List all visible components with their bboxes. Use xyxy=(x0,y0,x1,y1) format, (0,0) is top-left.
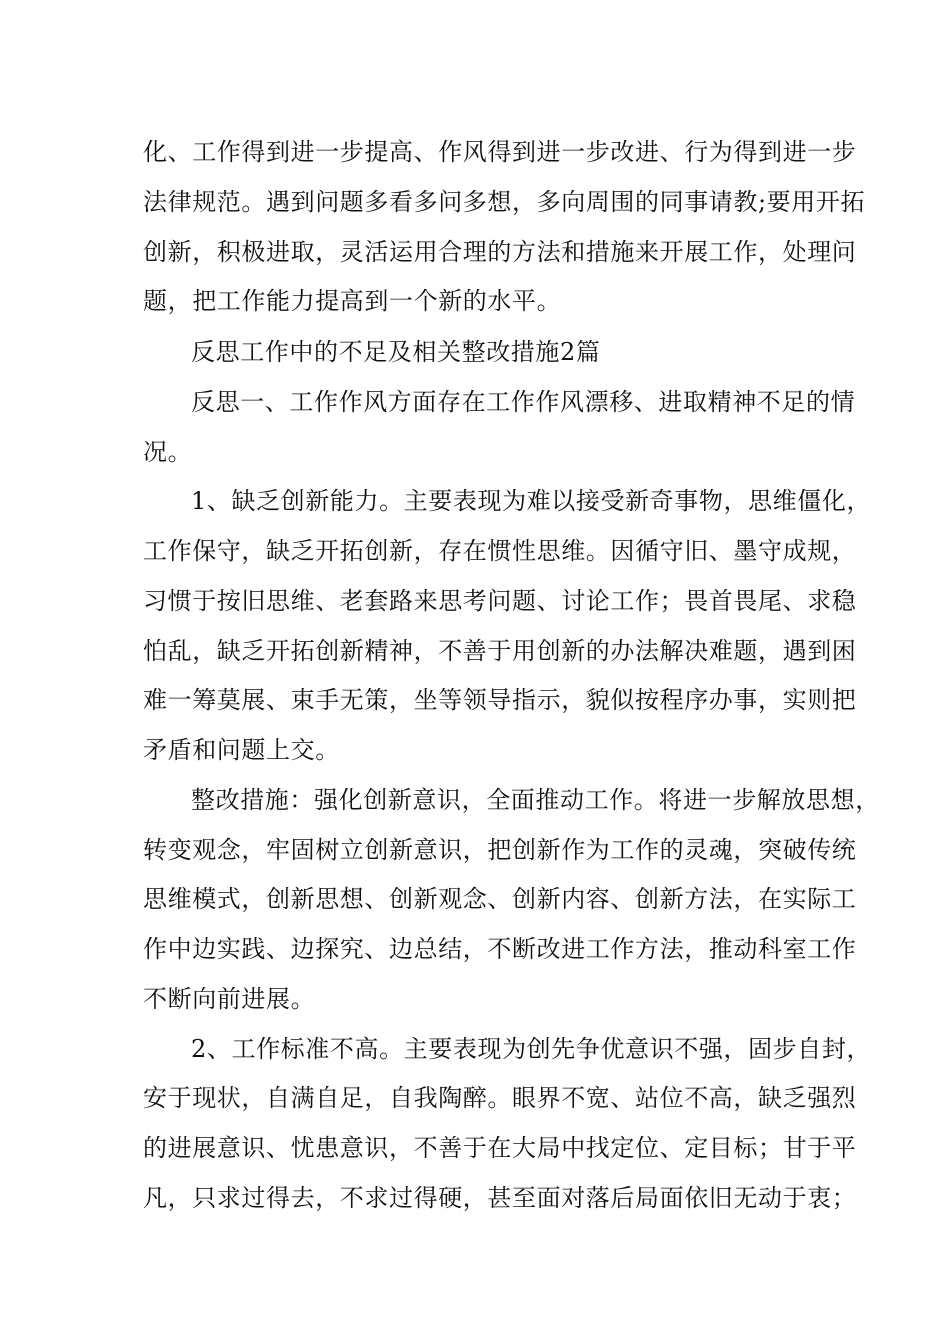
text-line: 怕乱，缺乏开拓创新精神，不善于用创新的办法解决难题，遇到困 xyxy=(143,637,857,665)
section-heading: 反思工作中的不足及相关整改措施2篇 xyxy=(191,338,601,366)
text-line: 凡，只求过得去，不求过得硬，甚至面对落后局面依旧无动于衷； xyxy=(143,1184,857,1212)
text-line: 况。 xyxy=(143,438,193,466)
text-line: 整改措施：强化创新意识，全面推动工作。将进一步解放思想， xyxy=(191,786,880,814)
text-line: 法律规范。遇到问题多看多问多想，多向周围的同事请教;要用开拓 xyxy=(143,188,866,216)
text-line: 反思一、工作作风方面存在工作作风漂移、进取精神不足的情 xyxy=(191,388,856,416)
text-line: 习惯于按旧思维、老套路来思考问题、讨论工作；畏首畏尾、求稳 xyxy=(143,587,857,615)
text-line: 2、工作标准不高。主要表现为创先争优意识不强，固步自封， xyxy=(191,1035,872,1063)
text-line: 不断向前进展。 xyxy=(143,985,316,1013)
text-line: 转变观念，牢固树立创新意识，把创新作为工作的灵魂，突破传统 xyxy=(143,836,857,864)
text-line: 创新，积极进取，灵活运用合理的方法和措施来开展工作，处理问 xyxy=(143,238,857,266)
text-line: 矛盾和问题上交。 xyxy=(143,736,340,764)
text-line: 的进展意识、忧患意识，不善于在大局中找定位、定目标；甘于平 xyxy=(143,1134,857,1162)
text-line: 工作保守，缺乏开拓创新，存在惯性思维。因循守旧、墨守成规， xyxy=(143,537,857,565)
text-line: 难一筹莫展、束手无策，坐等领导指示，貌似按程序办事，实则把 xyxy=(143,686,857,714)
text-line: 思维模式，创新思想、创新观念、创新内容、创新方法，在实际工 xyxy=(143,885,857,913)
text-line: 化、工作得到进一步提高、作风得到进一步改进、行为得到进一步 xyxy=(143,138,857,166)
text-line: 安于现状，自满自足，自我陶醉。眼界不宽、站位不高，缺乏强烈 xyxy=(143,1084,857,1112)
text-line: 题，把工作能力提高到一个新的水平。 xyxy=(143,287,562,315)
text-line: 1、缺乏创新能力。主要表现为难以接受新奇事物，思维僵化， xyxy=(191,487,872,515)
text-line: 作中边实践、边探究、边总结，不断改进工作方法，推动科室工作 xyxy=(143,935,857,963)
